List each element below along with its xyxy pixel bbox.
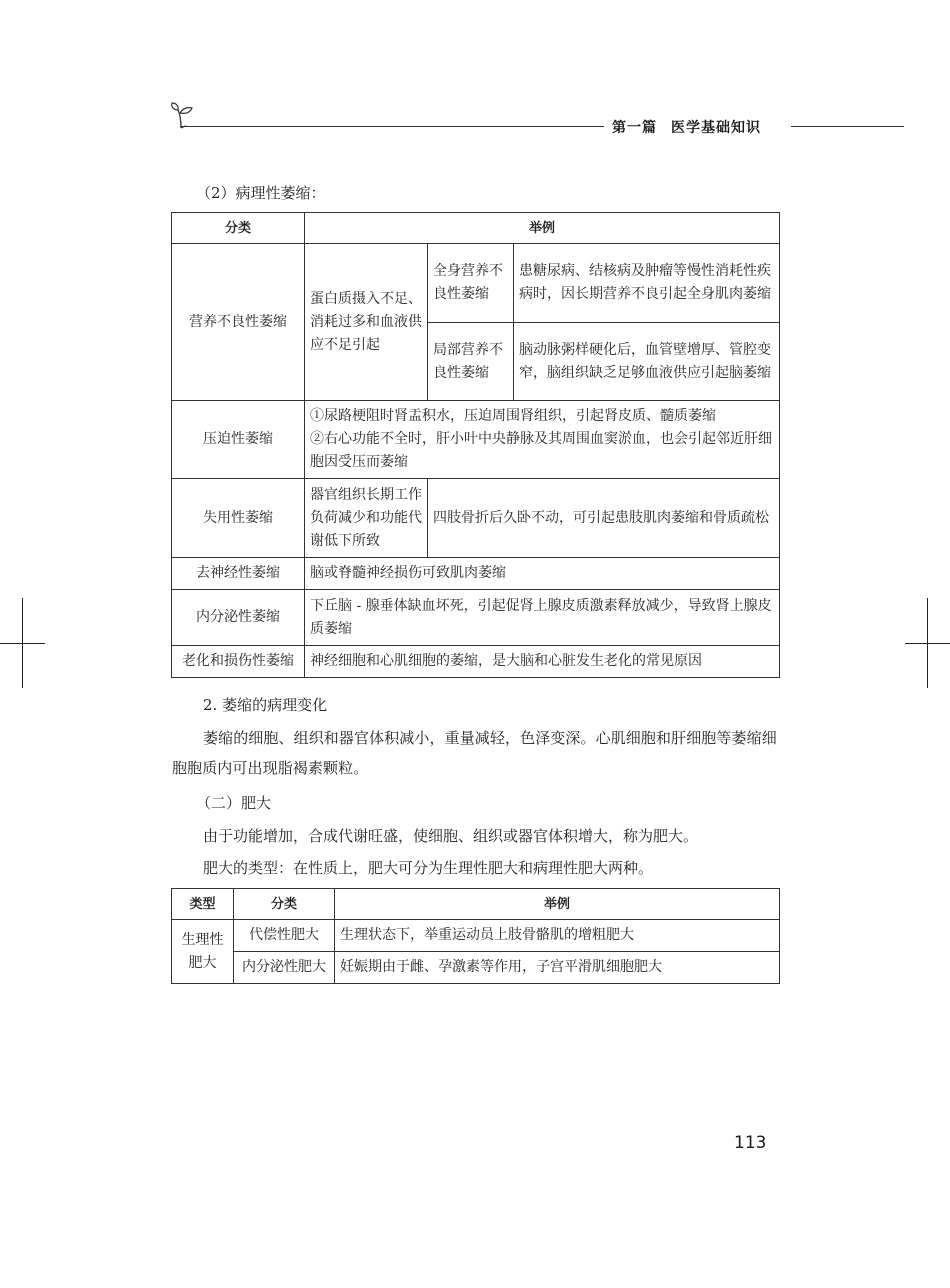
type-physiological: 生理性肥大 — [172, 920, 234, 984]
hypertrophy-definition: 由于功能增加，合成代谢旺盛，使细胞、组织或器官体积增大，称为肥大。 — [203, 827, 699, 845]
cause-disuse: 器官组织长期工作负荷减少和功能代谢低下所致 — [305, 479, 428, 558]
crop-mark-right-horizontal — [905, 643, 950, 644]
header-rule-left — [180, 126, 604, 127]
category-disuse: 失用性萎缩 — [172, 479, 305, 558]
table-header-row — [172, 213, 780, 244]
category-pressure: 压迫性萎缩 — [172, 401, 305, 479]
example-aging: 神经细胞和心肌细胞的萎缩，是大脑和心脏发生老化的常见原因 — [305, 646, 780, 678]
header-example: 举例 — [305, 213, 780, 244]
category-aging: 老化和损伤性萎缩 — [172, 646, 305, 678]
running-header — [612, 117, 761, 137]
header-example: 举例 — [335, 889, 780, 920]
table-row — [172, 401, 780, 479]
example-denervation: 脑或脊髓神经损伤可致肌肉萎缩 — [305, 558, 780, 590]
example-pressure — [305, 401, 780, 479]
header-category: 分类 — [234, 889, 335, 920]
header-category: 分类 — [172, 213, 305, 244]
category-compensatory: 代偿性肥大 — [234, 920, 335, 952]
section-title: （2）病理性萎缩： — [196, 184, 326, 202]
example-endocrine: 下丘脑 - 腺垂体缺血坏死，引起促肾上腺皮质激素释放减少，导致肾上腺皮质萎缩 — [305, 590, 780, 646]
category-denervation: 去神经性萎缩 — [172, 558, 305, 590]
hypertrophy-table — [171, 888, 780, 984]
header-part: 第一篇 — [612, 120, 657, 136]
crop-mark-left-horizontal — [0, 643, 45, 644]
table-row — [172, 479, 780, 558]
pathology-paragraph: 萎缩的细胞、组织和器官体积减小，重量减轻，色泽变深。心肌细胞和肝细胞等萎缩细胞胞质内可出现脂褐素颗粒。 — [172, 729, 777, 777]
example-endocrine-hypertrophy: 妊娠期由于雌、孕激素等作用，子宫平滑肌细胞肥大 — [335, 952, 780, 984]
header-type: 类型 — [172, 889, 234, 920]
type-local-malnutrition: 局部营养不良性萎缩 — [428, 323, 514, 401]
category-malnutrition: 营养不良性萎缩 — [172, 244, 305, 401]
table-row — [172, 558, 780, 590]
category-endocrine: 内分泌性萎缩 — [172, 590, 305, 646]
atrophy-table — [171, 212, 780, 678]
hypertrophy-types: 肥大的类型：在性质上，肥大可分为生理性肥大和病理性肥大两种。 — [203, 859, 654, 877]
header-rule-right — [791, 126, 904, 127]
table-row — [172, 244, 780, 323]
page-number: 113 — [734, 1133, 767, 1153]
table-row — [172, 646, 780, 678]
example-pressure-2: ②右心功能不全时，肝小叶中央静脉及其周围血窦淤血，也会引起邻近肝细胞因受压而萎缩 — [310, 431, 772, 470]
table-header-row — [172, 889, 780, 920]
table-row — [172, 590, 780, 646]
hypertrophy-title: （二）肥大 — [196, 794, 272, 812]
table-row — [172, 952, 780, 984]
cause-malnutrition: 蛋白质摄入不足、消耗过多和血液供应不足引起 — [305, 244, 428, 401]
example-systemic-malnutrition: 患糖尿病、结核病及肿瘤等慢性消耗性疾病时，因长期营养不良引起全身肌肉萎缩 — [514, 244, 780, 323]
subsection-title: 2. 萎缩的病理变化 — [203, 696, 328, 714]
type-systemic-malnutrition: 全身营养不良性萎缩 — [428, 244, 514, 323]
example-pressure-1: ①尿路梗阻时肾盂积水，压迫周围肾组织，引起肾皮质、髓质萎缩 — [310, 408, 716, 424]
example-local-malnutrition: 脑动脉粥样硬化后，血管壁增厚、管腔变窄，脑组织缺乏足够血液供应引起脑萎缩 — [514, 323, 780, 401]
example-disuse: 四肢骨折后久卧不动，可引起患肢肌肉萎缩和骨质疏松 — [428, 479, 780, 558]
category-endocrine-hypertrophy: 内分泌性肥大 — [234, 952, 335, 984]
table-row — [172, 920, 780, 952]
header-subject: 医学基础知识 — [671, 120, 761, 136]
example-compensatory: 生理状态下，举重运动员上肢骨骼肌的增粗肥大 — [335, 920, 780, 952]
